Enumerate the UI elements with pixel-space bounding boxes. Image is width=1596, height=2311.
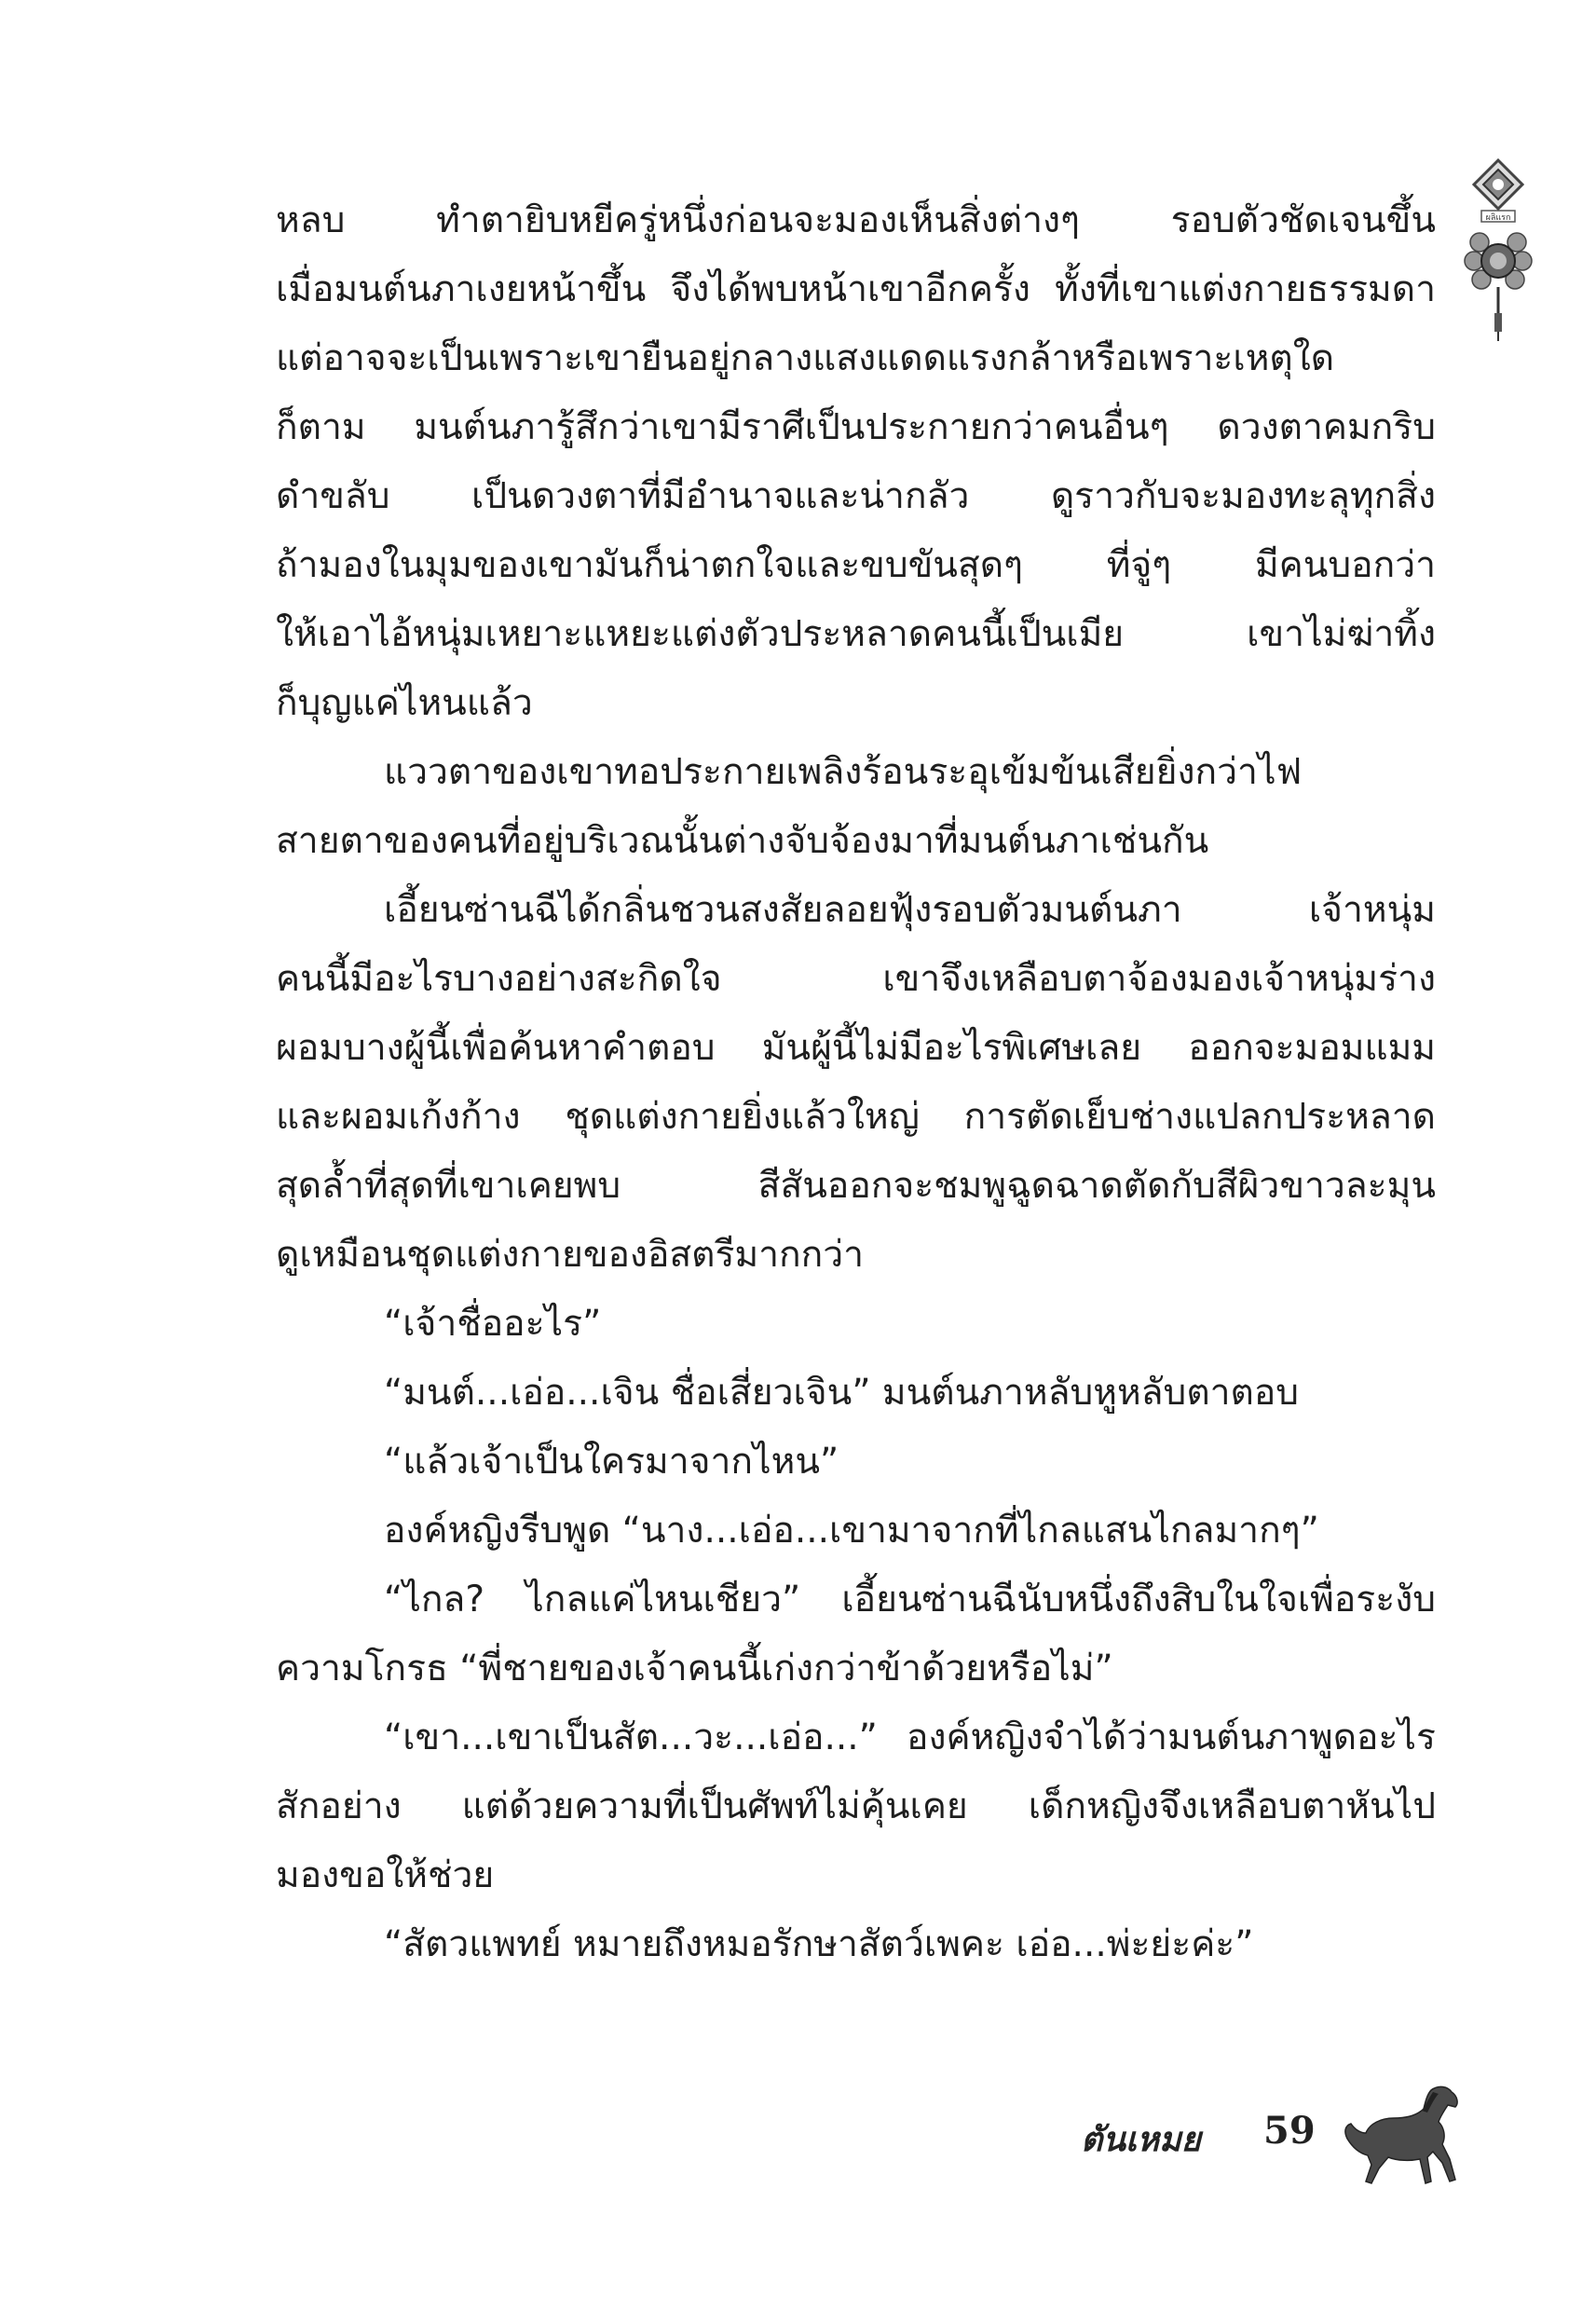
text-line: องค์หญิงรีบพูด “นาง...เอ่อ...เขามาจากที่ไกลแสนไกลมากๆ”	[384, 1510, 1319, 1552]
text-line: สักอย่าง แต่ด้วยความที่เป็นศัพท์ไม่คุ้นเคย เด็กหญิงจึงเหลือบตาหันไป	[276, 1785, 1436, 1827]
text-line: “เขา...เขาเป็นสัต...วะ...เอ่อ...” องค์หญิงจำได้ว่ามนต์นภาพูดอะไร	[384, 1716, 1436, 1758]
text-line: ผอมบางผู้นี้เพื่อค้นหาคำตอบ มันผู้นี้ไม่มีอะไรพิเศษเลย ออกจะมอมแมม	[276, 1027, 1436, 1069]
text-line: สายตาของคนที่อยู่บริเวณนั้นต่างจับจ้องมาที่มนต์นภาเช่นกัน	[276, 820, 1209, 862]
text-line: ความโกรธ “พี่ชายของเจ้าคนนี้เก่งกว่าข้าด้วยหรือไม่”	[276, 1648, 1113, 1689]
text-line: สุดล้ำที่สุดที่เขาเคยพบ สีสันออกจะชมพูฉูดฉาดตัดกับสีผิวขาวละมุน	[276, 1165, 1436, 1207]
text-line: แต่อาจจะเป็นเพราะเขายืนอยู่กลางแสงแดดแรงกล้าหรือเพราะเหตุใด	[276, 337, 1335, 379]
ornament-label: ผลิแรก	[1485, 213, 1511, 223]
text-line: และผอมเก้งก้าง ชุดแต่งกายยิ่งแล้วใหญ่ การตัดเย็บช่างแปลกประหลาด	[276, 1096, 1436, 1138]
page-number: 59	[1263, 2109, 1316, 2153]
text-line: เอี้ยนซ่านฉีได้กลิ่นชวนสงสัยลอยฟุ้งรอบตัวมนต์นภา เจ้าหนุ่ม	[384, 889, 1436, 931]
chinese-knot-ornament-icon	[1461, 157, 1535, 343]
text-line: เมื่อมนต์นภาเงยหน้าขึ้น จึงได้พบหน้าเขาอีกครั้ง ทั้งที่เขาแต่งกายธรรมดา	[276, 268, 1436, 310]
text-line: แววตาของเขาทอประกายเพลิงร้อนระอุเข้มข้นเสียยิ่งกว่าไฟ	[384, 751, 1303, 793]
text-line: ดูเหมือนชุดแต่งกายของอิสตรีมากกว่า	[276, 1234, 865, 1276]
text-line: ให้เอาไอ้หนุ่มเหยาะแหยะแต่งตัวประหลาดคนนี้เป็นเมีย เขาไม่ฆ่าทิ้ง	[276, 613, 1436, 655]
body-text	[276, 186, 1436, 1979]
horse-icon	[1342, 2083, 1463, 2190]
text-line: ก็บุญแค่ไหนแล้ว	[276, 682, 533, 724]
text-line: หลบ ทำตายิบหยีครู่หนึ่งก่อนจะมองเห็นสิ่งต่างๆ รอบตัวชัดเจนขึ้น	[276, 199, 1436, 241]
text-line: คนนี้มีอะไรบางอย่างสะกิดใจ เขาจึงเหลือบตาจ้องมองเจ้าหนุ่มร่าง	[276, 958, 1436, 1000]
page-footer	[1071, 2083, 1463, 2195]
text-line: “ไกล? ไกลแค่ไหนเชียว” เอี้ยนซ่านฉีนับหนึ่งถึงสิบในใจเพื่อระงับ	[384, 1579, 1436, 1620]
text-line: ถ้ามองในมุมของเขามันก็น่าตกใจและขบขันสุดๆ ที่จู่ๆ มีคนบอกว่า	[276, 544, 1436, 586]
text-line: ดำขลับ เป็นดวงตาที่มีอำนาจและน่ากลัว ดูราวกับจะมองทะลุทุกสิ่ง	[276, 475, 1436, 517]
text-line: ก็ตาม มนต์นภารู้สึกว่าเขามีราศีเป็นประกายกว่าคนอื่นๆ ดวงตาคมกริบ	[276, 406, 1436, 448]
running-head: ตันเหมย	[1081, 2120, 1201, 2159]
text-line: “แล้วเจ้าเป็นใครมาจากไหน”	[384, 1441, 839, 1483]
text-line: มองขอให้ช่วย	[276, 1854, 495, 1896]
text-line: “สัตวแพทย์ หมายถึงหมอรักษาสัตว์เพคะ เอ่อ...พ่ะย่ะค่ะ”	[384, 1923, 1254, 1965]
text-line: “เจ้าชื่ออะไร”	[384, 1303, 602, 1345]
text-line: “มนต์...เอ่อ...เจิน ชื่อเสี่ยวเจิน” มนต์นภาหลับหูหลับตาตอบ	[384, 1372, 1300, 1414]
